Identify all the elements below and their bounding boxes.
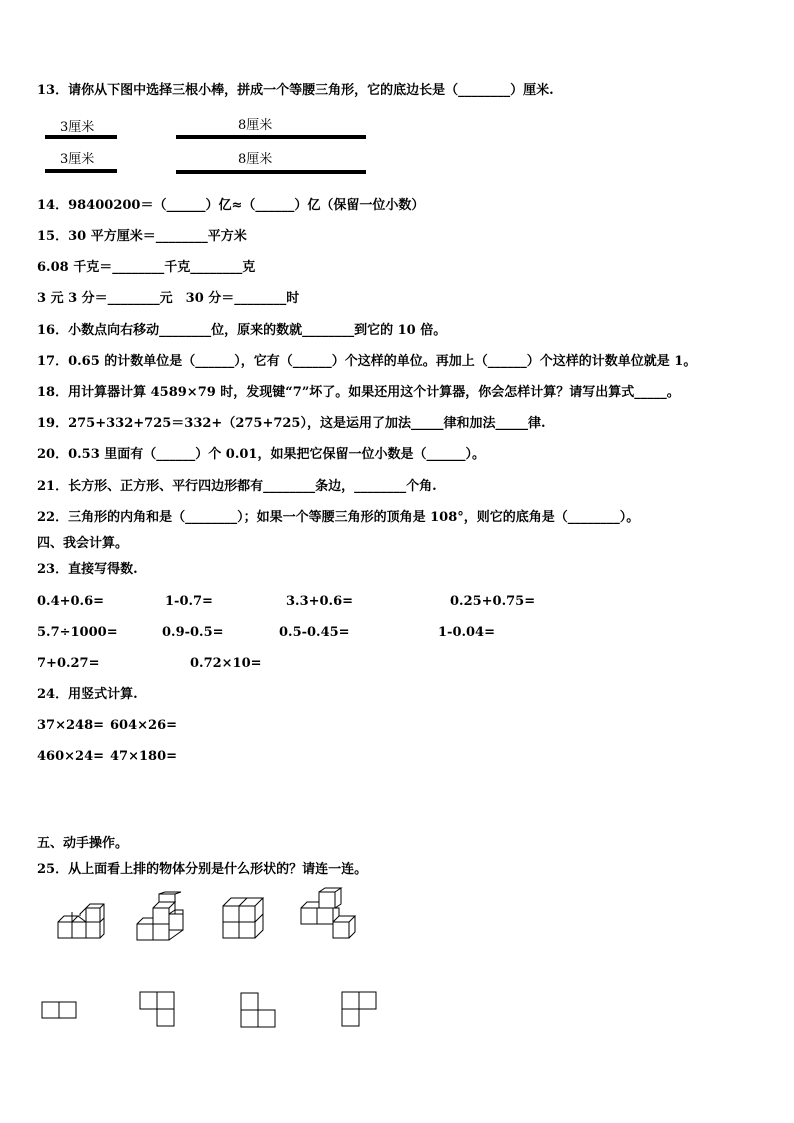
calc-item: 0.72×10= [190, 656, 262, 671]
calc-item: 3.3+0.6= [286, 594, 354, 609]
question-15: 15．30 平方厘米＝________平方米 [37, 229, 247, 244]
stick-long [176, 135, 366, 139]
question-20: 20．0.53 里面有（______）个 0.01，如果把它保留一位小数是（______）。 [37, 447, 485, 462]
calc-item: 7+0.27= [37, 656, 100, 671]
top-view-mirror-l [341, 991, 377, 1027]
cube-figure-4 [299, 888, 355, 942]
question-19: 19．275+332+725＝332+（275+725），这是运用了加法_____律和加法_____律. [37, 416, 546, 431]
stick-short [45, 169, 117, 173]
cube-figure-2 [135, 892, 187, 942]
calc-item: 0.4+0.6= [37, 594, 105, 609]
calc-item: 0.5-0.45= [279, 625, 350, 640]
calc-item: 1-0.04= [438, 625, 495, 640]
question-21: 21．长方形、正方形、平行四边形都有________条边，________个角. [37, 479, 437, 494]
top-view-two-squares [41, 1001, 77, 1019]
question-15-part-3: 3 元 3 分＝________元 30 分＝________时 [37, 291, 300, 306]
question-24-title: 24．用竖式计算. [37, 687, 138, 702]
cube-figure-3 [221, 894, 269, 940]
question-14: 14．98400200＝（______）亿≈（______）亿（保留一位小数） [37, 198, 425, 213]
section-5-heading: 五、动手操作。 [37, 836, 129, 851]
question-17: 17．0.65 的计数单位是（______），它有（______）个这样的单位。再加上（______）个这样的计数单位就是 1。 [37, 354, 697, 369]
calc-item: 604×26= [110, 718, 178, 733]
calc-item: 37×248= [37, 718, 105, 733]
question-23-title: 23．直接写得数. [37, 562, 138, 577]
calc-item: 0.25+0.75= [450, 594, 536, 609]
question-25: 25．从上面看上排的物体分别是什么形状的？请连一连。 [37, 862, 368, 877]
question-22: 22．三角形的内角和是（________）；如果一个等腰三角形的顶角是 108°，则它的底角是（________）。 [37, 510, 640, 525]
stick-label: 8厘米 [238, 152, 273, 167]
calc-item: 47×180= [110, 749, 178, 764]
stick-label: 3厘米 [60, 120, 95, 135]
stick-long [176, 170, 366, 174]
question-16: 16．小数点向右移动________位，原来的数就________到它的 10 倍。 [37, 323, 447, 338]
question-15-part-2: 6.08 千克＝________千克________克 [37, 260, 256, 275]
section-4-heading: 四、我会计算。 [37, 536, 129, 551]
cube-figure-1 [56, 904, 106, 940]
top-view-l-shape [240, 992, 276, 1028]
question-18: 18．用计算器计算 4589×79 时，发现键“7”坏了。如果还用这个计算器，你会怎样计算？请写出算式_____。 [37, 385, 680, 400]
top-view-l-right [139, 991, 175, 1027]
calc-item: 1-0.7= [165, 594, 213, 609]
calc-item: 0.9-0.5= [162, 625, 224, 640]
stick-label: 8厘米 [238, 118, 273, 133]
question-13: 13．请你从下图中选择三根小棒，拼成一个等腰三角形，它的底边长是（________）厘米. [37, 83, 554, 98]
stick-label: 3厘米 [60, 152, 95, 167]
calc-item: 460×24= [37, 749, 105, 764]
stick-short [45, 135, 117, 139]
calc-item: 5.7÷1000= [37, 625, 118, 640]
